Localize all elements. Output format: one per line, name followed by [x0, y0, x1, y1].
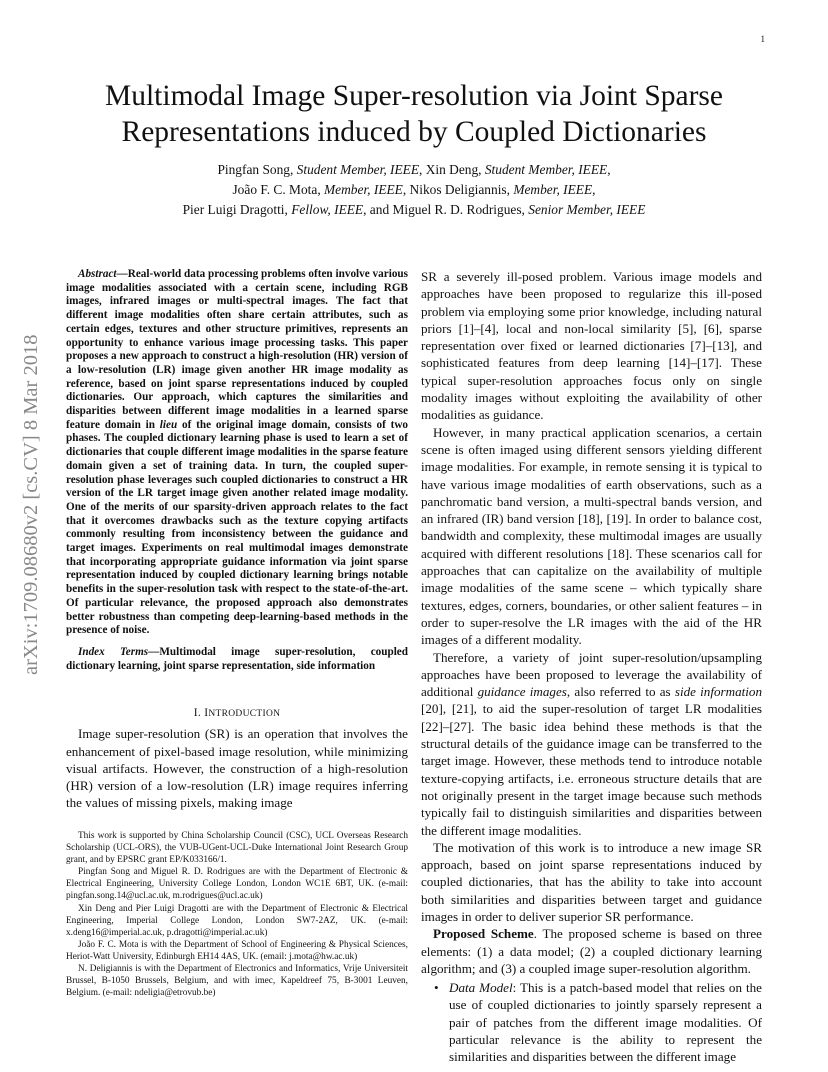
footnote-mota: João F. C. Mota is with the Department of School of Engineering & Physical Sciences, Heriot-Watt University, Edinburgh EH14 4AS, UK. (email: j.mota@hw.ac.uk)	[66, 939, 408, 962]
arxiv-stamp: arXiv:1709.08680v2 [cs.CV] 8 Mar 2018	[20, 334, 42, 675]
left-column	[66, 268, 408, 811]
footnote-funding: This work is supported by China Scholarship Council (CSC), UCL Overseas Research Scholarship (UCL-ORS), the VUB-UGent-UCL-Duke International Joint Research Group grant, and by EPSRC grant EP/K033166/1.	[66, 831, 408, 866]
author-list	[0, 160, 828, 220]
right-paragraph-2: However, in many practical application scenarios, a certain scene is often imaged using different sensors yielding different image modalities. For example, in remote sensing it is typical to have various image modalities of earth observations, such as a panchromatic band version, a multi-spectral bands version, and an infrared (IR) band version [18], [19]. In order to balance cost, bandwidth and complexity, these multimodal images are usually acquired with different resolutions [18]. These scenarios call for approaches that can capitalize on the availability of multiple image modalities of the same scene – which typically share textures, edges, corners, boundaries, or other salient features – in order to super-resolve the LR images with the aid of the HR images of a different modality.	[421, 424, 762, 648]
right-paragraph-3: Therefore, a variety of joint super-resolution/upsampling approaches have been proposed to leverage the availability of additional guidance images, also referred to as side information [20], [21], to aid the super-resolution of target LR modalities [22]–[27]. The basic idea behind these methods is that the structural details of the guidance image can be transferred to the target image. However, these methods tend to introduce notable texture-copying artifacts, i.e. erroneous structure details that are not originally present in the target image because such methods typically fail to distinguish similarities and disparities between the different image modalities.	[421, 649, 763, 838]
right-paragraph-1: SR a severely ill-posed problem. Various image models and approaches have been proposed to regularize this ill-posed problem via employing some prior knowledge, including natural priors [1]–[4], local and non-local similarity [5], [6], sparse representation over fixed or learned dictionaries [7]–[13], and sophisticated features from deep learning [14]–[17]. These typical super-resolution approaches focus only on single modality images without exploiting the availability of other modalities as guidance.	[421, 269, 762, 423]
title-line-1: Multimodal Image Super-resolution via Joint Sparse	[105, 80, 723, 112]
author-line-1: Pingfan Song, Student Member, IEEE, Xin Deng, Student Member, IEEE,	[217, 162, 611, 177]
list-item: • Data Model: This is a patch-based model that relies on the use of coupled dictionaries to jointly sparsely represent a pair of patches from the different image modalities. Of particular relevance is the ability to represent the similarities and disparities between the different image	[434, 980, 762, 1065]
index-terms: Index Terms—Multimodal image super-resolution, coupled dictionary learning, joint sparse representation, side information	[66, 645, 408, 672]
right-column	[421, 268, 762, 1066]
footnote-deligiannis: N. Deligiannis is with the Department of Electronics and Informatics, Vrije Universiteit Brussel, B-1050 Brussels, Belgium, and with imec, Kapeldreef 75, B-3001 Leuven, Belgium. (e-mail: ndeligia@etrovub.be)	[66, 964, 408, 999]
scheme-list	[421, 979, 762, 1065]
right-paragraph-4: The motivation of this work is to introduce a new image SR approach, based on joint sparse representations induced by coupled dictionaries, that has the ability to take into account both similarities and disparities between target and guidance images in order to deliver superior SR performance.	[421, 839, 762, 924]
paper-title	[0, 78, 828, 150]
author-line-2: João F. C. Mota, Member, IEEE, Nikos Deligiannis, Member, IEEE,	[232, 182, 596, 197]
page-number: 1	[760, 34, 765, 44]
footnote-song-rodrigues: Pingfan Song and Miguel R. D. Rodrigues are with the Department of Electronic & Electrical Engineering, University College London, London WC1E 6BT, UK. (e-mail: pingfan.song.14@ucl.ac.uk, m.rodrigues@ucl.ac.uk)	[66, 867, 408, 902]
title-line-2: Representations induced by Coupled Dictionaries	[121, 116, 707, 148]
abstract: Abstract—Real-world data processing problems often involve various image modalities associated with a certain scene, including RGB images, infrared images or multi-spectral images. The fact that different image modalities often share certain attributes, such as certain edges, textures and other structure primitives, represents an opportunity to enhance various image processing tasks. This paper proposes a new approach to construct a high-resolution (HR) version of a low-resolution (LR) image given another HR image modality as reference, based on joint sparse representations induced by coupled dictionaries. Our approach, which captures the similarities and disparities between different image modalities in a learned sparse feature domain in lieu of the original image domain, consists of two phases. The coupled dictionary learning phase is used to learn a set of dictionaries that couple different image modalities in the sparse feature domain given a set of training data. In turn, the coupled super-resolution phase leverages such coupled dictionaries to construct a HR version of the LR target image given another related image modality. One of the merits of our sparsity-driven approach relates to the fact that it overcomes drawbacks such as the texture copying artifacts commonly resulting from inconsistency between the guidance and target images. Experiments on real multimodal images demonstrate that incorporating appropriate guidance information via joint sparse representation induced by coupled dictionary learning brings notable benefits in the super-resolution task with respect to the state-of-the-art. Of particular relevance, the proposed approach also demonstrates better robustness than competing deep-learning-based methods in the presence of noise.	[66, 268, 408, 637]
footnote-deng-dragotti: Xin Deng and Pier Luigi Dragotti are with the Department of Electronic & Electrical Engineering, Imperial College London, London SW7-2AZ, UK. (e-mail: x.deng16@imperial.ac.uk, p.dragotti@imperial.ac.uk)	[66, 903, 408, 938]
bullet-icon: •	[434, 980, 439, 996]
author-line-3: Pier Luigi Dragotti, Fellow, IEEE, and Miguel R. D. Rodrigues, Senior Member, IEEE	[182, 202, 646, 217]
footnotes	[66, 830, 408, 999]
section-heading-introduction: I. INTRODUCTION	[193, 707, 281, 720]
right-paragraph-5: Proposed Scheme. The proposed scheme is based on three elements: (1) a data model; (2) a coupled dictionary learning algorithm; and (3) a coupled image super-resolution algorithm.	[421, 926, 762, 976]
intro-paragraph-left: Image super-resolution (SR) is an operation that involves the enhancement of pixel-based image resolution, while minimizing visual artifacts. However, the construction of a high-resolution (HR) version of a low-resolution (LR) image requires inferring the values of missing pixels, making image	[66, 726, 408, 811]
